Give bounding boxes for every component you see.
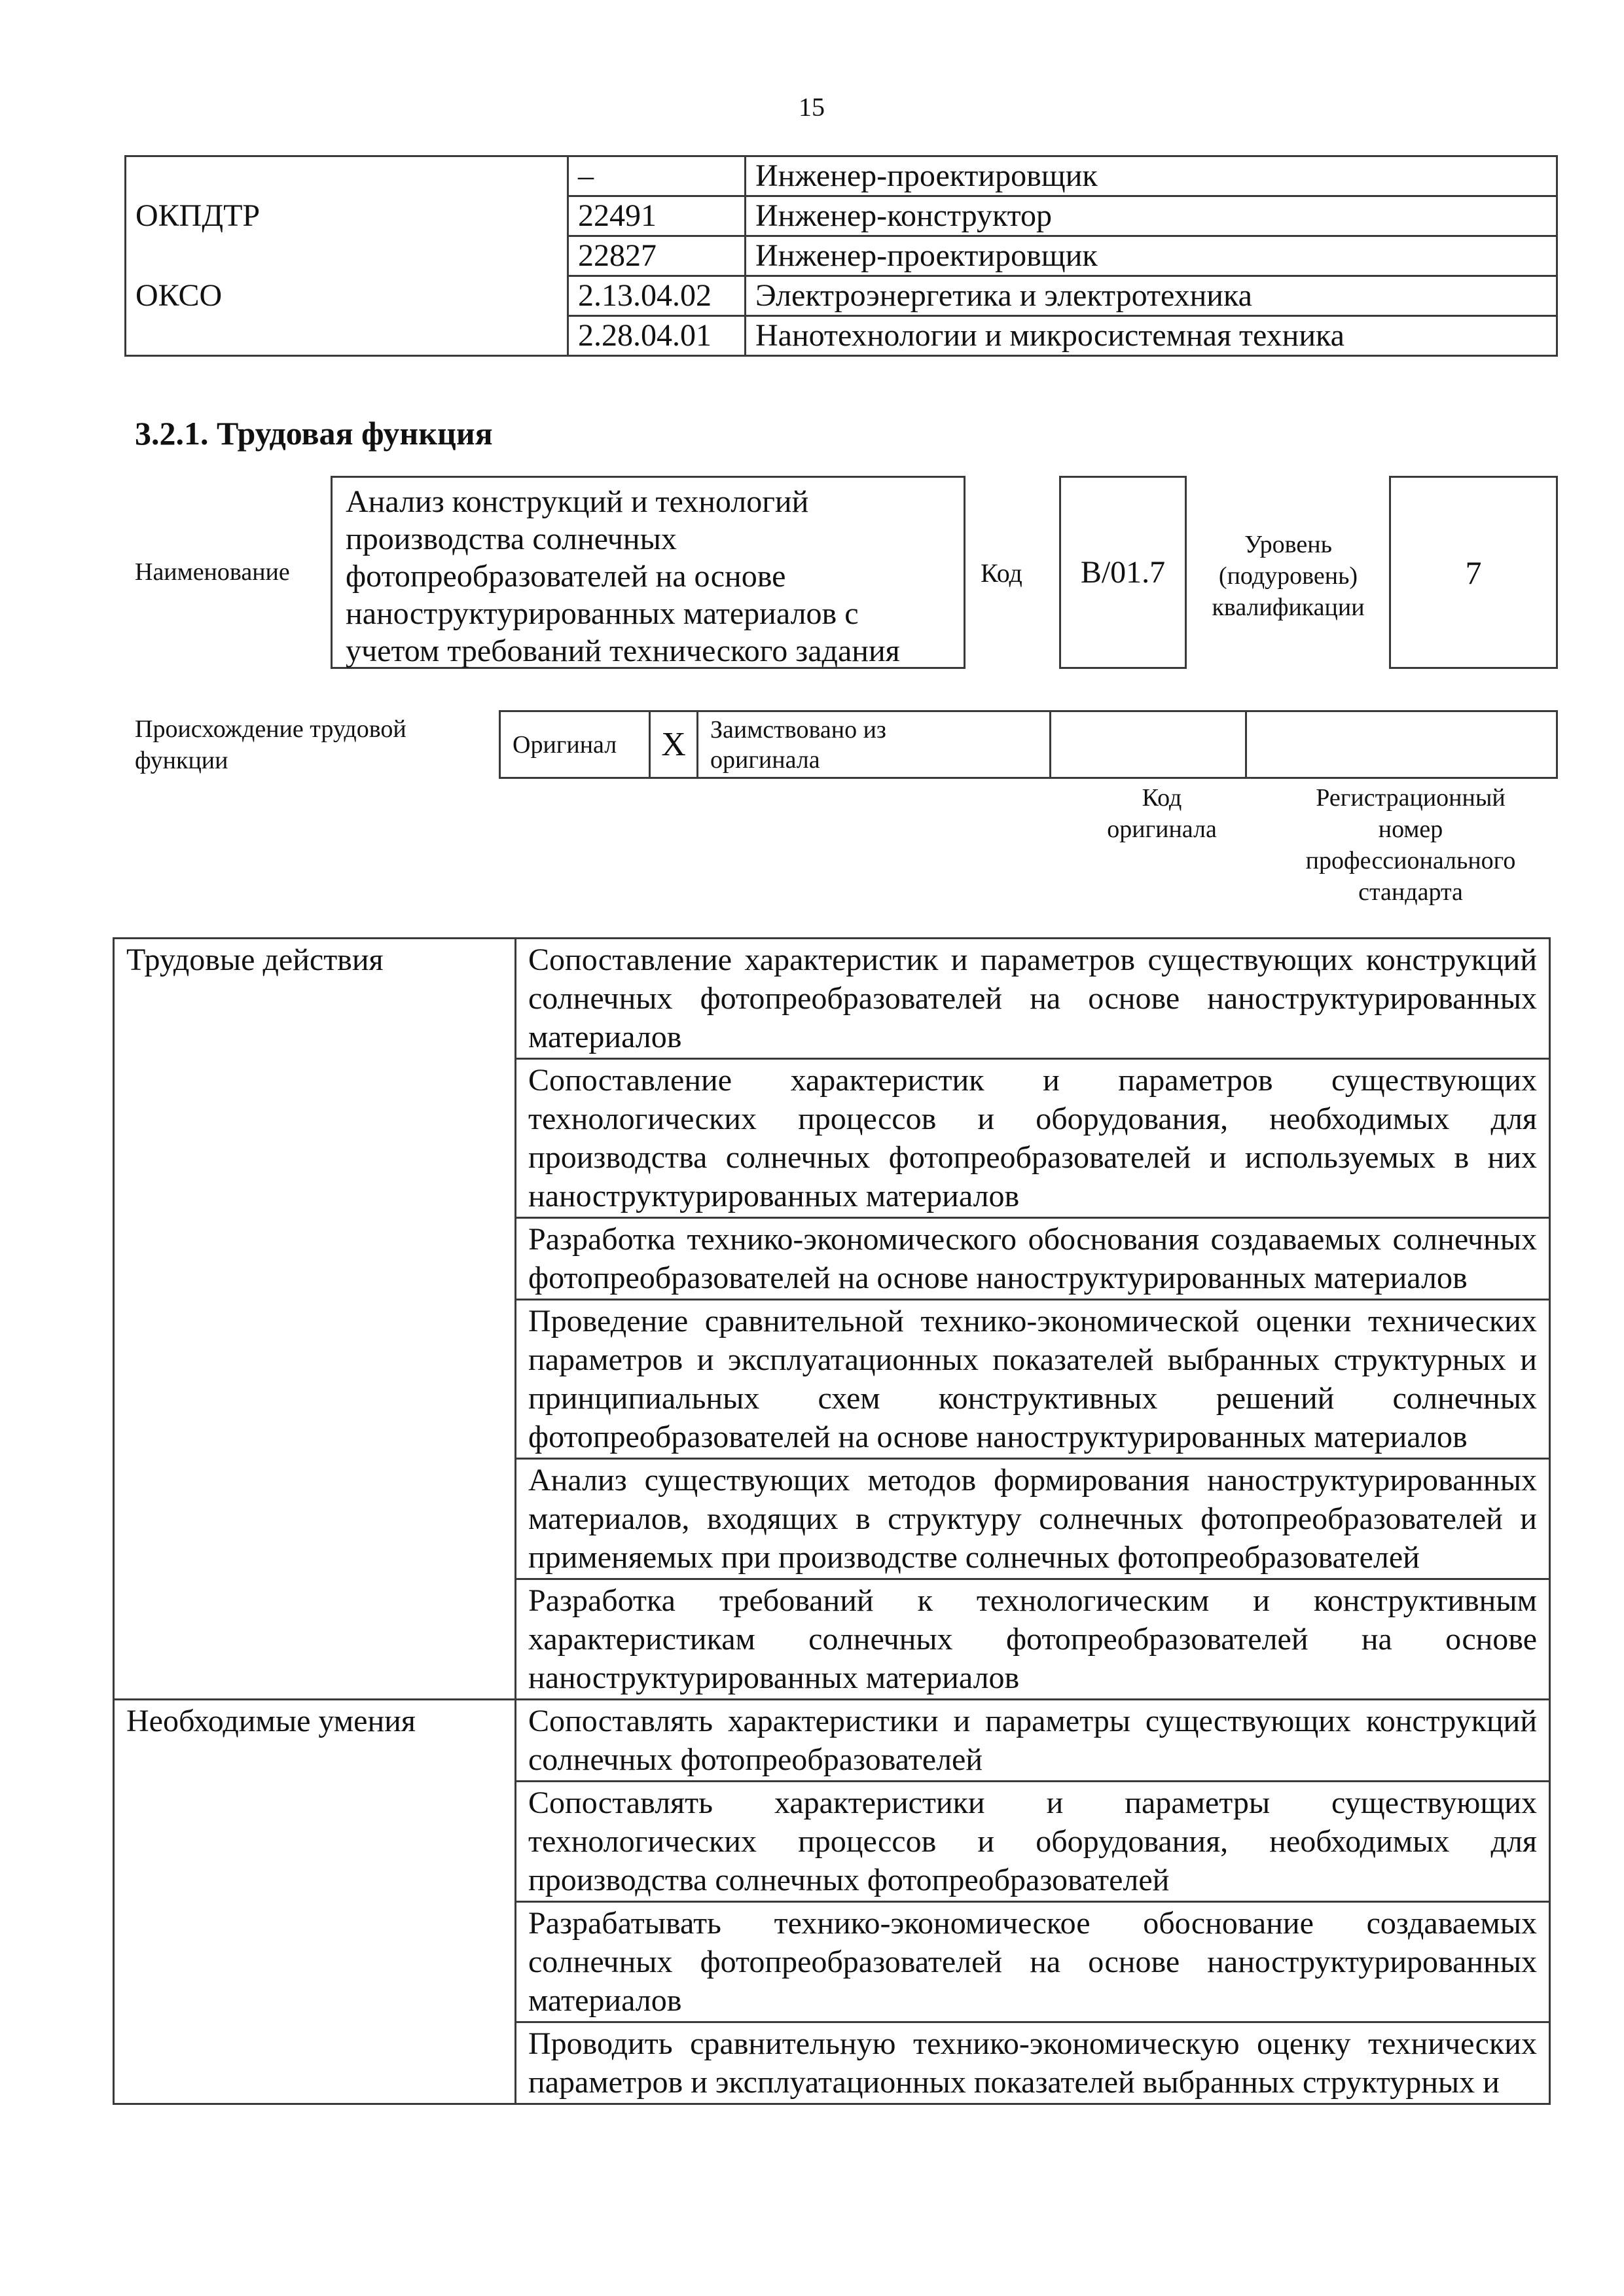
function-code-box [1059,476,1187,669]
original-label: Оригинал [513,730,617,759]
table-row [126,236,1557,276]
action-item: Анализ существующих методов формирования наноструктурированных материалов, входящих в структуру солнечных фотопреобразователей и применяемых при производстве солнечных фотопреобразователей [516,1459,1550,1579]
classifier-group: ОКПДТР [126,196,568,236]
action-item: Проведение сравнительной технико-экономической оценки технических параметров и эксплуатационных показателей выбранных структурных и принципиальных схем конструктивных решений солнечных фотопреобразователей на основе наноструктурированных материалов [516,1300,1550,1459]
table-row [126,276,1557,316]
origin-label [135,713,406,776]
skill-item: Разрабатывать технико-экономическое обоснование создаваемых солнечных фотопреобразователей на основе наноструктурированных материалов [516,1902,1550,2022]
skill-item: Сопоставлять характеристики и параметры существующих технологических процессов и оборудования, необходимых для производства солнечных фотопреобразователей [516,1782,1550,1902]
classifier-code: 22491 [568,196,746,236]
function-code: B/01.7 [1080,555,1166,590]
classifier-group [126,156,568,196]
action-item: Разработка технико-экономического обоснования создаваемых солнечных фотопреобразователей на основе наноструктурированных материалов [516,1218,1550,1300]
labor-actions-table [113,937,1551,2105]
table-row [114,1579,1550,1700]
classifier-name: Инженер-проектировщик [746,236,1557,276]
borrowed-cell [698,711,1051,778]
classifier-code: 2.28.04.01 [568,316,746,356]
qualification-level: 7 [1465,554,1482,591]
section-heading: 3.2.1. Трудовая функция [135,415,493,452]
level-label-line: квалификации [1212,594,1365,621]
table-row [114,1218,1550,1300]
classifier-name: Нанотехнологии и микросистемная техника [746,316,1557,356]
registration-caption-line: Регистрационный [1316,784,1506,812]
origin-label-line: Происхождение трудовой [135,715,406,743]
registration-caption-line: стандарта [1358,878,1463,906]
classifier-code: 22827 [568,236,746,276]
origin-label-line: функции [135,747,228,774]
empty-cell [114,2022,516,2104]
empty-cell [114,1059,516,1218]
registration-caption-line: профессионального [1305,847,1516,874]
actions-label: Трудовые действия [114,939,516,1059]
table-row [114,1459,1550,1579]
table-row [126,156,1557,196]
table-row [114,1902,1550,2022]
skill-item: Проводить сравнительную технико-экономическую оценку технических параметров и эксплуатационных показателей выбранных структурных и [516,2022,1550,2104]
classification-table [124,155,1558,357]
classifier-name: Инженер-проектировщик [746,156,1557,196]
function-name-line: производства солнечных [346,522,677,556]
classifier-group: ОКСО [126,276,568,316]
function-name-line: фотопреобразователей на основе [346,559,786,594]
original-mark-cell [650,711,698,778]
origin-table [499,710,1558,779]
level-label-line: Уровень [1244,531,1332,558]
name-label: Наименование [135,558,290,586]
code-label: Код [981,558,1022,588]
code-caption-line: Код [1142,784,1182,812]
table-row [114,1059,1550,1218]
classifier-group [126,236,568,276]
empty-cell [114,1218,516,1300]
table-row [114,1300,1550,1459]
level-label-line: (подуровень) [1218,562,1358,590]
original-mark: X [661,725,686,763]
function-name-box [331,476,965,669]
registration-caption [1263,782,1558,908]
classifier-group [126,316,568,356]
table-row [114,939,1550,1059]
qualification-level-box [1389,476,1558,669]
original-code-cell [1051,711,1246,778]
function-name-line: Анализ конструкций и технологий [346,484,809,519]
code-caption [1070,782,1254,845]
classifier-code: – [568,156,746,196]
action-item: Сопоставление характеристик и параметров существующих технологических процессов и оборудования, необходимых для производства солнечных фотопреобразователей и используемых в них наноструктурированных материалов [516,1059,1550,1218]
classifier-code: 2.13.04.02 [568,276,746,316]
classifier-name: Электроэнергетика и электротехника [746,276,1557,316]
function-name-line: учетом требований технического задания [346,634,900,668]
borrowed-label-line: Заимствовано из [710,715,886,744]
borrowed-label-line: оригинала [710,745,820,774]
table-row [114,1700,1550,1782]
empty-cell [114,1902,516,2022]
action-item: Разработка требований к технологическим и конструктивным характеристикам солнечных фотопреобразователей на основе наноструктурированных материалов [516,1579,1550,1700]
table-row [126,316,1557,356]
empty-cell [114,1300,516,1459]
function-name-line: наноструктурированных материалов с [346,596,859,631]
skill-item: Сопоставлять характеристики и параметры существующих конструкций солнечных фотопреобразователей [516,1700,1550,1782]
original-cell [500,711,650,778]
empty-cell [114,1782,516,1902]
page-number: 15 [799,92,825,122]
registration-caption-line: номер [1378,816,1443,843]
table-row [114,2022,1550,2104]
table-row [114,1782,1550,1902]
level-label [1197,529,1380,623]
skills-label: Необходимые умения [114,1700,516,1782]
table-row [500,711,1557,778]
registration-number-cell [1246,711,1557,778]
classifier-name: Инженер-конструктор [746,196,1557,236]
action-item: Сопоставление характеристик и параметров существующих конструкций солнечных фотопреобразователей на основе наноструктурированных материалов [516,939,1550,1059]
code-caption-line: оригинала [1107,816,1217,843]
empty-cell [114,1579,516,1700]
table-row [126,196,1557,236]
empty-cell [114,1459,516,1579]
